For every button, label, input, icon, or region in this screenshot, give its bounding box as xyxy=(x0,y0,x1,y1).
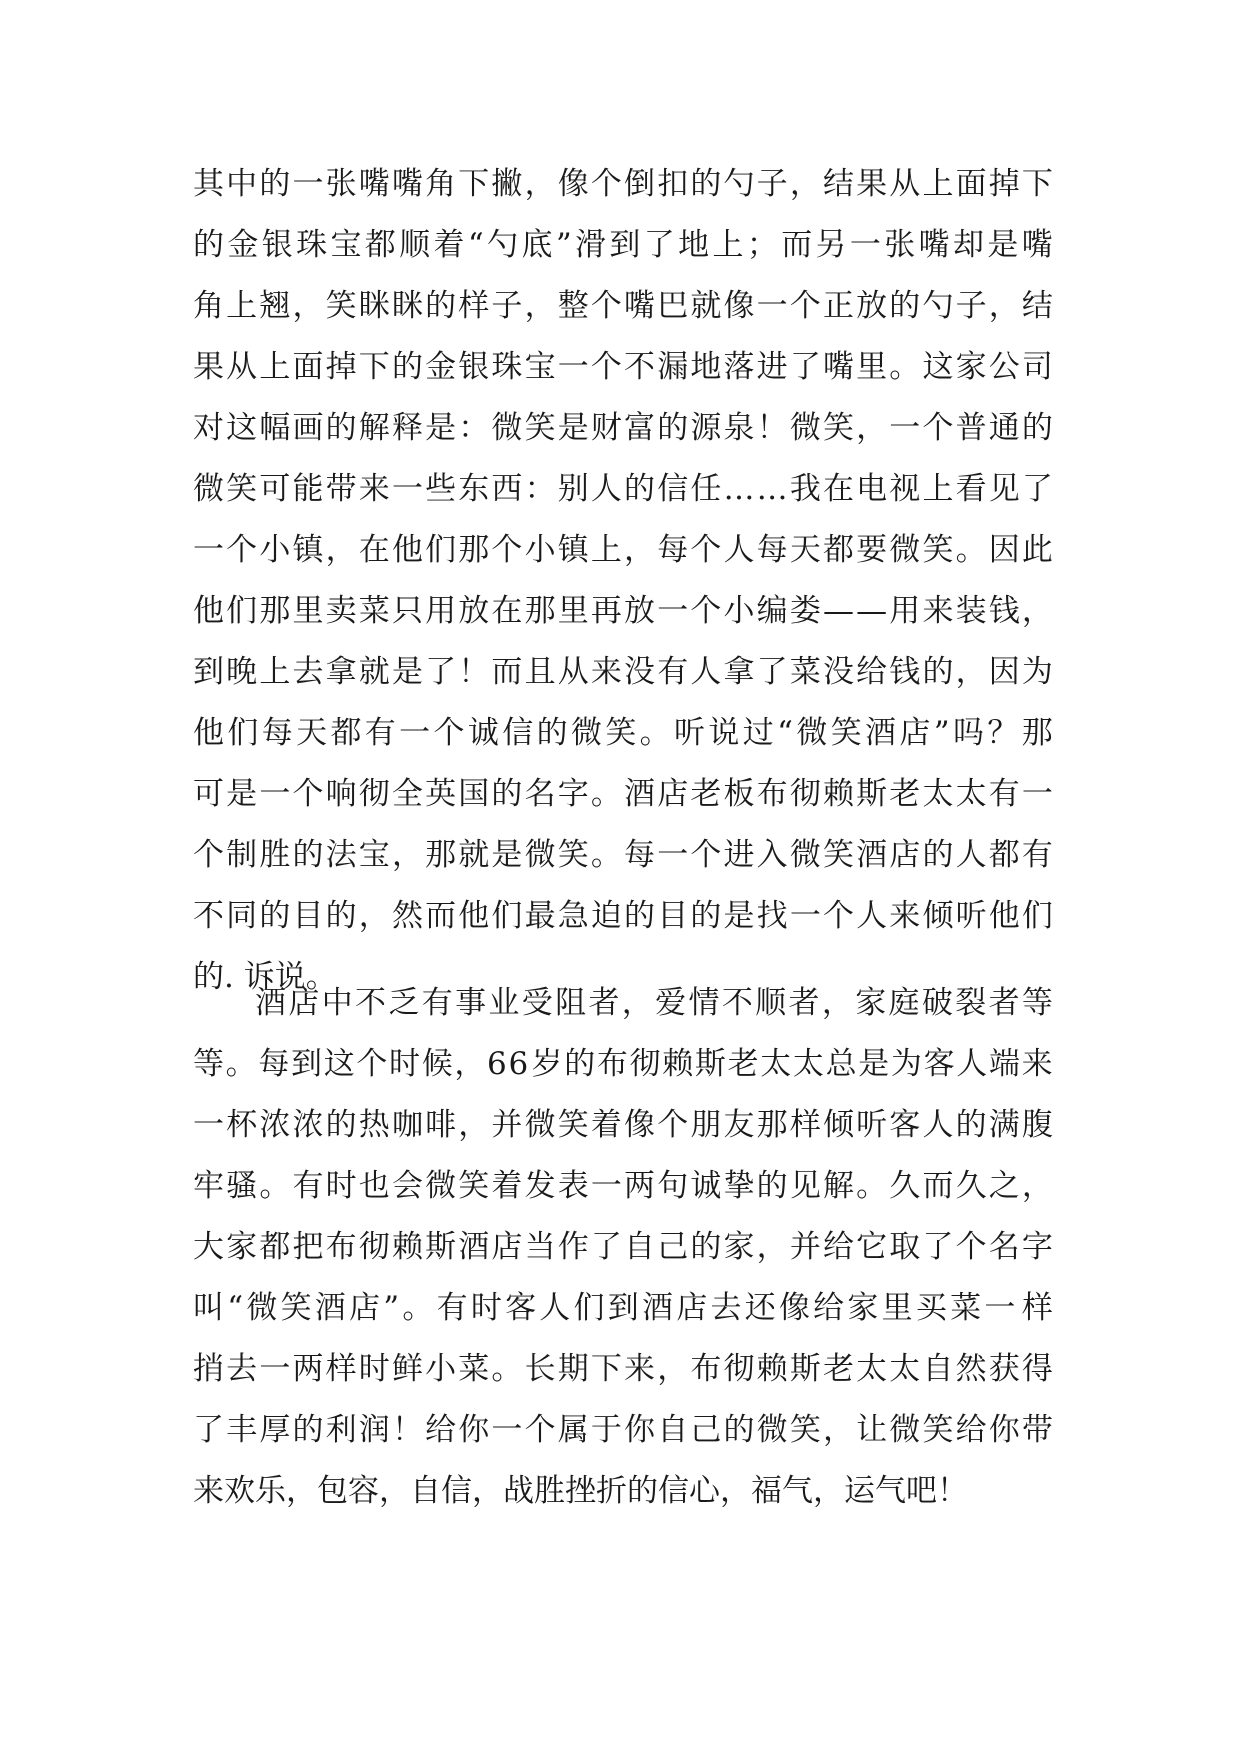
text-line: 酒 店 中 不 乏 有 事 业 受 阻 者 ， 爱 情 不 顺 者 ， 家 庭 破 裂 者 等 xyxy=(255,985,1053,1021)
text-line: 他 们 那 里 卖 菜 只 用 放 在 那 里 再 放 一 个 小 编 娄 — — 用 来 装 钱 ， xyxy=(193,593,1053,629)
text-line: 可 是 一 个 响 彻 全 英 国 的 名 字 。 酒 店 老 板 布 彻 赖 斯 老 太 太 有 一 xyxy=(193,776,1053,812)
text-line: 角 上 翘 ， 笑 眯 眯 的 样 子 ， 整 个 嘴 巴 就 像 一 个 正 放 的 勺 子 ， 结 xyxy=(193,288,1053,324)
text-line: 个 制 胜 的 法 宝 ， 那 就 是 微 笑 。 每 一 个 进 入 微 笑 酒 店 的 人 都 有 xyxy=(193,837,1053,873)
text-line: 一 个 小 镇 ， 在 他 们 那 个 小 镇 上 ， 每 个 人 每 天 都 要 微 笑 。 因 此 xyxy=(193,532,1053,568)
paragraph-2 xyxy=(193,973,1053,1522)
text-line: 大 家 都 把 布 彻 赖 斯 酒 店 当 作 了 自 己 的 家 ， 并 给 它 取 了 个 名 字 xyxy=(193,1229,1053,1265)
text-line: 其 中 的 一 张 嘴 嘴 角 下 撇 ， 像 个 倒 扣 的 勺 子 ， 结 果 从 上 面 掉 下 xyxy=(193,166,1053,202)
text-line: 他 们 每 天 都 有 一 个 诚 信 的 微 笑 。 听 说 过 “ 微 笑 酒 店 ” 吗 ？ 那 xyxy=(193,715,1053,751)
text-line: 微 笑 可 能 带 来 一 些 东 西 ： 别 人 的 信 任 … … 我 在 电 视 上 看 见 了 xyxy=(193,471,1053,507)
text-line: 的 金 银 珠 宝 都 顺 着 “ 勺 底 ” 滑 到 了 地 上 ； 而 另 一 张 嘴 却 是 嘴 xyxy=(193,227,1053,263)
text-line: 果 从 上 面 掉 下 的 金 银 珠 宝 一 个 不 漏 地 落 进 了 嘴 里 。 这 家 公 司 xyxy=(193,349,1053,385)
text-line: 的. 诉说。 xyxy=(193,959,337,995)
text-line: 不 同 的 目 的 ， 然 而 他 们 最 急 迫 的 目 的 是 找 一 个 人 来 倾 听 他 们 xyxy=(193,898,1053,934)
paragraph-1 xyxy=(193,154,1053,1008)
text-line: 到 晚 上 去 拿 就 是 了 ！ 而 且 从 来 没 有 人 拿 了 菜 没 给 钱 的 ， 因 为 xyxy=(193,654,1053,690)
text-line: 了 丰 厚 的 利 润 ！ 给 你 一 个 属 于 你 自 己 的 微 笑 ， 让 微 笑 给 你 带 xyxy=(193,1412,1053,1448)
text-line: 一 杯 浓 浓 的 热 咖 啡 ， 并 微 笑 着 像 个 朋 友 那 样 倾 听 客 人 的 满 腹 xyxy=(193,1107,1053,1143)
text-line: 牢 骚 。 有 时 也 会 微 笑 着 发 表 一 两 句 诚 挚 的 见 解 。 久 而 久 之 ， xyxy=(193,1168,1053,1204)
text-line: 叫 “ 微 笑 酒 店 ” 。 有 时 客 人 们 到 酒 店 去 还 像 给 家 里 买 菜 一 样 xyxy=(193,1290,1053,1326)
text-line: 来欢乐，包容，自信，战胜挫折的信心，福气，运气吧！ xyxy=(193,1473,968,1509)
text-line: 捎 去 一 两 样 时 鲜 小 菜 。 长 期 下 来 ， 布 彻 赖 斯 老 太 太 自 然 获 得 xyxy=(193,1351,1053,1387)
text-line: 等 。 每 到 这 个 时 候 ， 6 6 岁 的 布 彻 赖 斯 老 太 太 总 是 为 客 人 端 来 xyxy=(193,1046,1053,1082)
text-line: 对 这 幅 画 的 解 释 是 ： 微 笑 是 财 富 的 源 泉 ！ 微 笑 ， 一 个 普 通 的 xyxy=(193,410,1053,446)
